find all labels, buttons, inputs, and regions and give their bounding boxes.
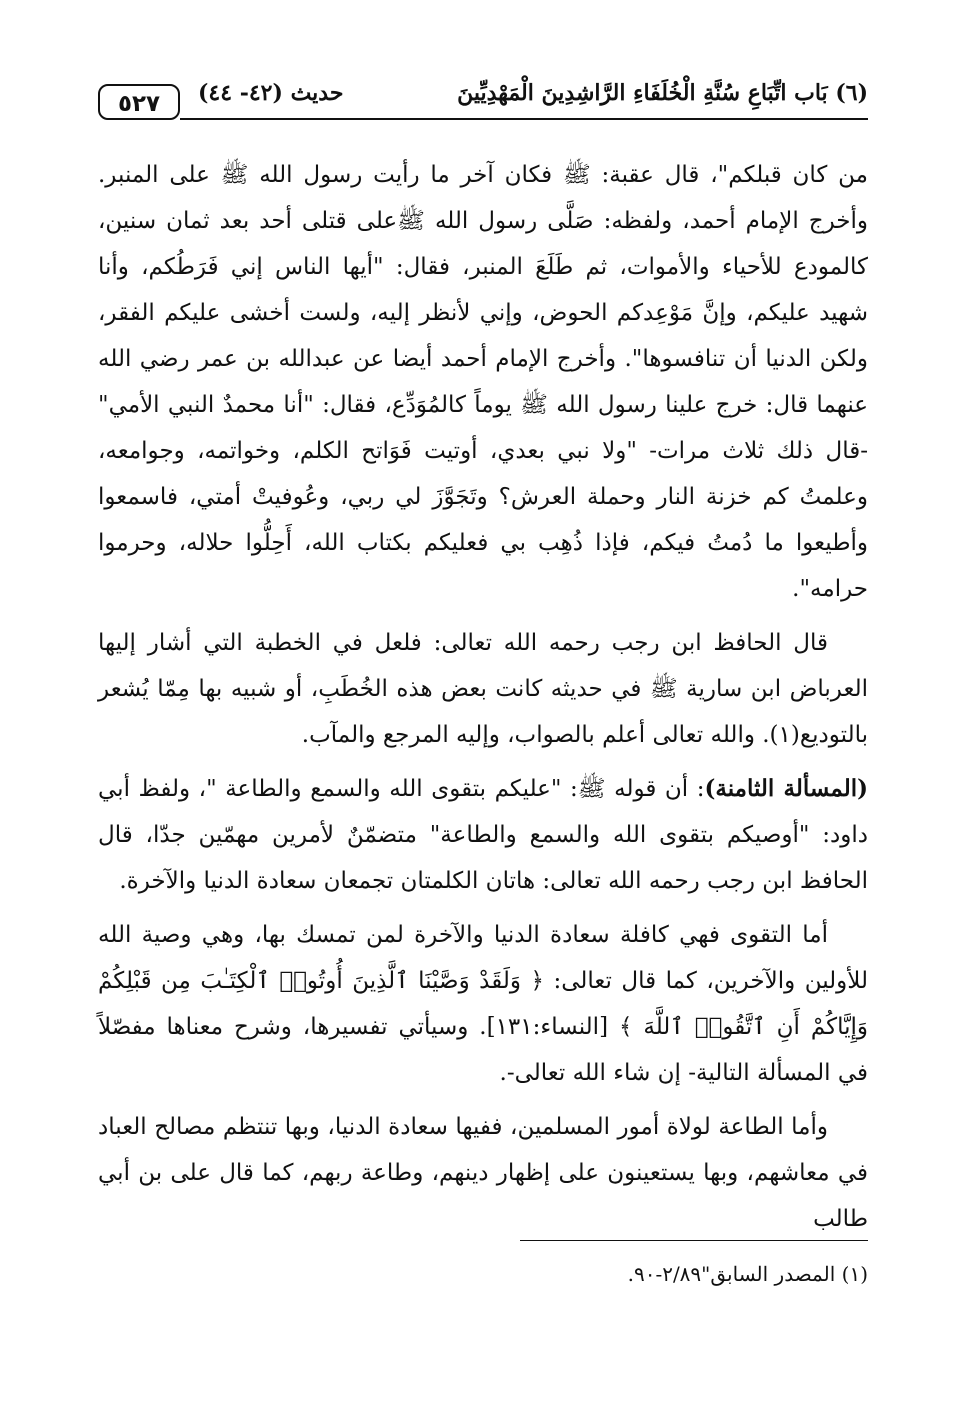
section-paragraph bbox=[98, 766, 868, 904]
hadith-range: حديث (٤٢- ٤٤) bbox=[198, 80, 344, 106]
page-header bbox=[98, 78, 868, 122]
section-text: : أن قوله ﷺ: "عليكم بتقوى الله والسمع والطاعة "، ولفظ أبي داود: "أوصيكم بتقوى الله والسمع والطاعة" متضمّنٌ لأمرين مهمّين جدّا، قال الحافظ ابن رجب رحمه الله تعالى: هاتان الكلمتان تجمعان سعادة الدنيا والآخرة. bbox=[98, 776, 868, 894]
page-number: ٥٢٧ bbox=[98, 84, 180, 120]
header-divider bbox=[180, 118, 868, 120]
chapter-title: (٦) بَاب اتِّبَاعِ سُنَّةِ الْخُلَفَاءِ الرَّاشِدِينَ الْمَهْدِيِّينَ bbox=[457, 80, 868, 106]
paragraph: من كان قبلكم"، قال عقبة: ﷺ فكان آخر ما رأيت رسول الله ﷺ على المنبر. وأخرج الإمام أحمد، ولفظه: صَلَّى رسول الله ﷺعلى قتلى أحد بعد ثمان سنين، كالمودع للأحياء والأموات، ثم طَلَعَ المنبر، فقال: "أيها الناس إني فَرَطُكم، وأنا شهيد عليكم، وإنَّ مَوْعِدكم الحوض، وإني لأنظر إليه، ولست أخشى عليكم الفقر، ولكن الدنيا أن تنافسوها". وأخرج الإمام أحمد أيضا عن عبدالله بن عمر رضي الله عنهما قال: خرج علينا رسول الله ﷺ يوماً كالمُوَدِّع، فقال: "أنا محمدٌ النبي الأمي" -قال ذلك ثلاث مرات- "ولا نبي بعدي، أوتيت فَوَاتح الكلم، وخواتمه، وجوامعه، وعلمتُ كم خزنة النار وحملة العرش؟ وتَجَوَّزَ لي ربي، وعُوفيتْ أمتي، فاسمعوا وأطيعوا ما دُمتُ فيكم، فإذا ذُهِب بي فعليكم بكتاب الله، أَحِلُّوا حلاله، وحرموا حرامه". bbox=[98, 162, 868, 602]
main-text bbox=[98, 152, 868, 1242]
section-label: (المسألة الثامنة) bbox=[704, 775, 868, 802]
paragraph: وأما الطاعة لولاة أمور المسلمين، ففيها سعادة الدنيا، وبها تنتظم مصالح العباد في معاشهم، وبها يستعينون على إظهار دينهم، وطاعة ربهم، كما قال على بن أبي طالب bbox=[98, 1114, 868, 1232]
paragraph: أما التقوى فهي كافلة سعادة الدنيا والآخرة لمن تمسك بها، وهي وصية الله للأولين والآخرين، كما قال تعالى: ﴿ وَلَقَدْ وَصَّيْنَا ٱلَّذِينَ أُوتُوا۟ ٱلْكِتَـٰبَ مِن قَبْلِكُمْ وَإِيَّاكُمْ أَنِ ٱتَّقُوا۟ ٱللَّهَ ﴾ [النساء:١٣١]. وسيأتي تفسيرها، وشرح معناها مفصّلاً في المسألة التالية- إن شاء الله تعالى-. bbox=[98, 922, 868, 1086]
footnote-divider bbox=[520, 1240, 868, 1241]
paragraph: قال الحافظ ابن رجب رحمه الله تعالى: فلعل في الخطبة التي أشار إليها العرباض ابن سارية ﷺ في حديثه كانت بعض هذه الخُطَبِ، أو شبيه بها مِمّا يُشعر بالتوديع(١). والله تعالى أعلم بالصواب، وإليه المرجع والمآب. bbox=[98, 630, 868, 748]
footnote: (١) المصدر السابق"٢/٨٩-٩٠. bbox=[627, 1262, 868, 1286]
